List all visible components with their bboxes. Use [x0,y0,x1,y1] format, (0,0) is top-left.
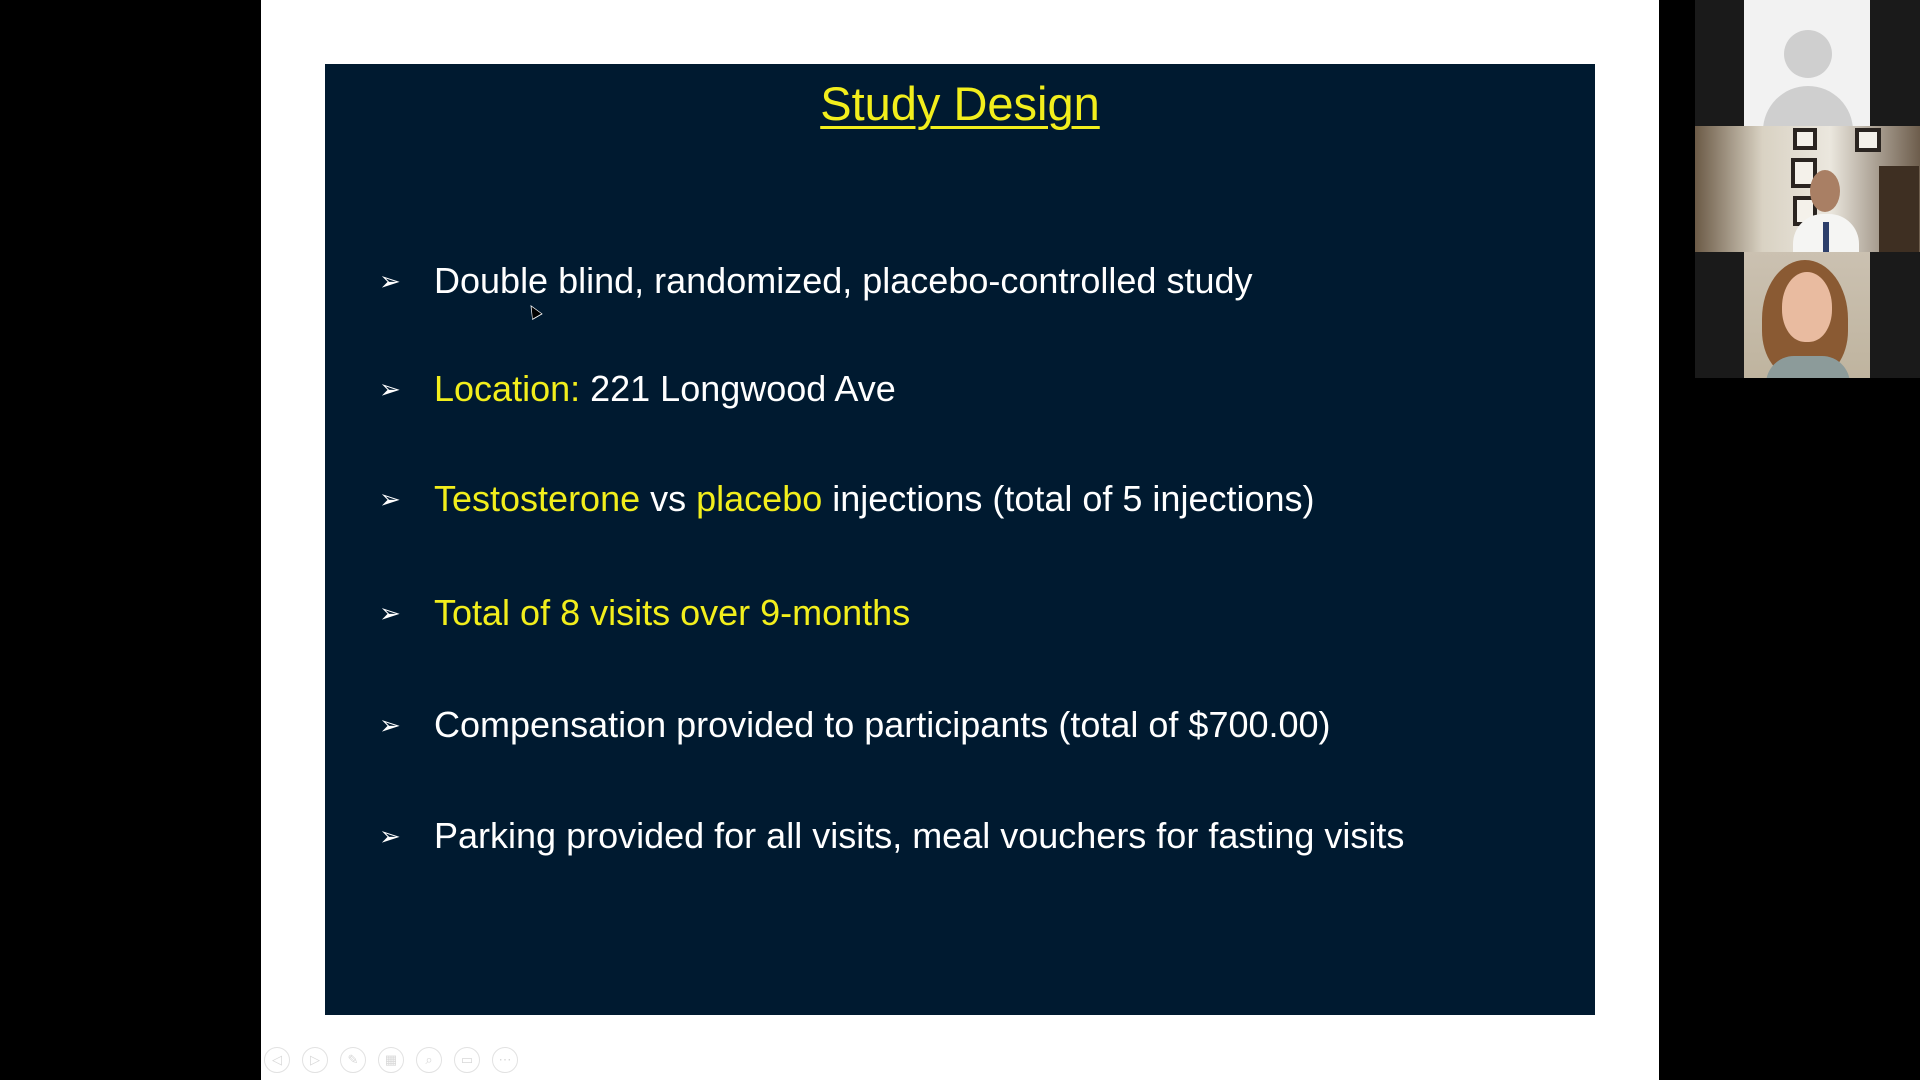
person-tie [1823,222,1829,252]
participant-tile-2[interactable] [1695,126,1920,252]
avatar [1744,0,1870,126]
bullet-6 [325,811,1404,861]
bullet-2-label: Location: [434,368,581,409]
pen-button[interactable]: ✎ [340,1047,366,1073]
see-all-slides-button[interactable]: ▦ [378,1047,404,1073]
bullet-2-value: 221 Longwood Ave [580,368,896,409]
slideshow-toolbar [264,1047,518,1073]
screen-options-button[interactable]: ▭ [454,1047,480,1073]
avatar-body-icon [1763,86,1853,126]
arrow-bullet-icon: ➢ [379,483,401,514]
wall-frame [1793,128,1817,150]
person-face [1782,272,1832,342]
participant-tile-3[interactable] [1695,252,1920,378]
zoom-button[interactable]: ⌕ [416,1047,442,1073]
arrow-bullet-icon: ➢ [379,820,401,851]
bullet-3-testosterone: Testosterone [434,478,641,519]
slide-title: Study Design [820,77,1100,130]
bullet-3-vs: vs [640,478,697,519]
arrow-bullet-icon: ➢ [379,265,401,296]
participant-gallery [1695,0,1920,378]
presentation-page [261,0,1659,1080]
next-slide-button[interactable]: ▷ [302,1047,328,1073]
bullet-4-text: Total of 8 visits over 9-months [434,592,911,633]
arrow-bullet-icon: ➢ [379,709,401,740]
bullet-5-text: Compensation provided to participants (total of $700.00) [434,704,1331,745]
bullet-3-rest: injections (total of 5 injections) [822,478,1315,519]
bullet-3-placebo: placebo [696,478,823,519]
participant-tile-1[interactable] [1695,0,1920,126]
arrow-bullet-icon: ➢ [379,597,401,628]
more-options-button[interactable]: ⋯ [492,1047,518,1073]
participant-video [1695,126,1920,252]
bullet-1 [325,256,1253,306]
participant-video [1744,252,1870,378]
bullet-3 [325,474,1315,524]
arrow-bullet-icon: ➢ [379,373,401,404]
bullet-6-text: Parking provided for all visits, meal vouchers for fasting visits [434,815,1405,856]
bullet-1-text: Double blind, randomized, placebo-controlled study [434,260,1253,301]
wall-frame [1855,128,1881,152]
bullet-4 [325,588,910,638]
person-head [1810,170,1840,212]
avatar-head-icon [1784,30,1832,78]
bullet-2 [325,364,896,414]
bookshelf [1879,166,1919,252]
previous-slide-button[interactable]: ◁ [264,1047,290,1073]
slide [325,64,1595,1015]
bullet-5 [325,700,1331,750]
